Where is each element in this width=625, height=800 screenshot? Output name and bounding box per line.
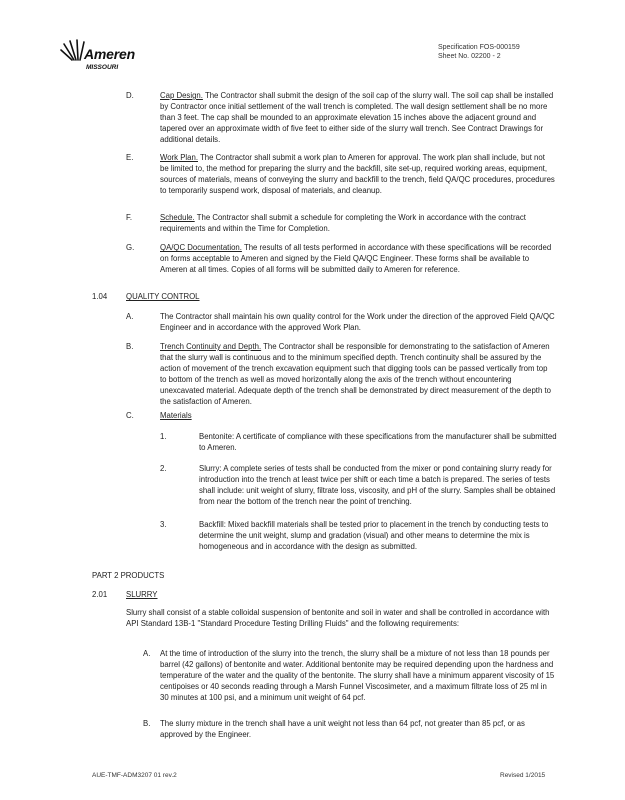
footer-document-id: AUE-TMF-ADM3207 01 rev.2: [92, 772, 177, 779]
item-letter: B.: [143, 719, 151, 728]
item-letter: D.: [126, 91, 134, 100]
slurry-item-a: [160, 648, 557, 703]
section-title: QUALITY CONTROL: [126, 292, 200, 301]
ameren-logo: [60, 38, 180, 78]
item-letter: A.: [126, 312, 134, 321]
slurry-item-b: [160, 718, 557, 740]
spec-number: Specification FOS-000159: [438, 44, 520, 51]
item-schedule: [160, 212, 555, 234]
sheet-number: Sheet No. 02200 - 2: [438, 52, 501, 60]
item-qaqc-documentation: [160, 242, 555, 275]
item-letter: B.: [126, 342, 134, 351]
footer-revision: Revised 1/2015: [500, 772, 546, 779]
item-title: Cap Design.: [160, 91, 203, 100]
item-work-plan: [160, 152, 555, 196]
item-body: The Contractor shall submit the design of the soil cap of the slurry wall. The soil cap shall be installed by Contractor once initial settlement of the wall trench is completed. The wall design settlement shall be no more than 3 feet. The cap shall be mounded to an approximate elevation 15 inches above the adjacent ground and tapered over an approximate width of five feet to either side of the slurry wall trench. See Contract Drawings for additional details.: [160, 91, 554, 144]
company-name: Ameren: [84, 46, 135, 62]
material-number: 1.: [160, 432, 167, 441]
material-backfill: [199, 519, 557, 552]
item-body: The results of all tests performed in accordance with these specifications will be recorded on forms acceptable to Ameren and signed by the Field QA/QC Engineer. These forms shall be available to Ameren at all times. Copies of all forms will be submitted daily to Ameren for reference.: [160, 243, 552, 274]
item-body: The Contractor shall submit a schedule for completing the Work in accordance with the contract requirements and within the Time for Completion.: [160, 213, 526, 233]
material-bentonite: [199, 431, 557, 453]
item-title: Materials: [160, 411, 192, 420]
item-title: Work Plan.: [160, 153, 198, 162]
item-body: At the time of introduction of the slurry into the trench, the slurry shall be a mixture of not less than 18 pounds per barrel (42 gallons) of bentonite and water. Additional bentonite may be required depending upon the hardness and temperature of the water and the quality of the bentonite. The slurry shall have a minimum apparent viscosity of 15 centipoises or 40 seconds reading through a Marsh Funnel Viscosimeter, and a maximum filtrate loss of 25 ml in 30 minutes at 100 psi, and a minimum unit weight of 64 pcf.: [160, 649, 555, 702]
item-quality-control-a: [160, 311, 555, 333]
slurry-intro: [126, 607, 556, 629]
section-title: SLURRY: [126, 590, 158, 599]
material-body: Backfill: Mixed backfill materials shall be tested prior to placement in the trench by conducting tests to determine the unit weight, slump and gradation (visual) and other means to determine the mix is homogeneous and in accordance with the design as submitted.: [199, 520, 549, 551]
item-letter: F.: [126, 213, 133, 222]
material-body: Slurry: A complete series of tests shall be conducted from the mixer or pond containing slurry ready for introduction into the trench at least twice per shift or each time a batch is prepared. The series of tests shall include: unit weight of slurry, filtrate loss, viscosity, and pH of the slurry. Samples shall be obtained from near the bottom of the trench near the point of trenching.: [199, 464, 556, 506]
item-body: The Contractor shall submit a work plan to Ameren for approval. The work plan shall include, but not be limited to, the method for preparing the slurry and the backfill, site set-up, required working areas, equipment, sources of materials, means of conveying the slurry and backfill to the trench, field QA/QC procedures, procedures to temporarily suspend work, disposal of materials, and cleanup.: [160, 153, 555, 195]
item-letter: C.: [126, 411, 134, 420]
material-number: 2.: [160, 464, 167, 473]
material-slurry: [199, 463, 557, 507]
part-title: PART 2 PRODUCTS: [92, 571, 165, 580]
material-body: Bentonite: A certificate of compliance with these specifications from the manufacturer shall be submitted to Ameren.: [199, 432, 557, 452]
spec-header: [438, 44, 520, 61]
item-trench-continuity: [160, 341, 555, 407]
item-body: The Contractor shall maintain his own quality control for the Work under the direction of the approved Field QA/QC Engineer and in accordance with the approved Work Plan.: [160, 312, 555, 332]
item-body: The Contractor shall be responsible for demonstrating to the satisfaction of Ameren that the slurry wall is continuous and to the minimum specified depth. Trench continuity shall be assured by the action of movement of the trench excavation equipment such that digging tools can be passed vertically from top to bottom of the trench as well as moved horizontally along the axis of the trench without encountering unexcavated material. Adequate depth of the trench shall be demonstrated by direct measurement of the depth to the satisfaction of Ameren.: [160, 342, 551, 406]
item-cap-design: [160, 90, 555, 145]
slurry-intro-text: Slurry shall consist of a stable colloidal suspension of bentonite and soil in water and shall be controlled in accordance with API Standard 13B-1 "Standard Procedure Testing Drilling Fluids" and the following requirements:: [126, 608, 550, 628]
item-title: Schedule.: [160, 213, 195, 222]
company-subtitle: MISSOURI: [86, 64, 119, 71]
item-body: The slurry mixture in the trench shall have a unit weight not less than 64 pcf, not greater than 85 pcf, or as approved by the Engineer.: [160, 719, 525, 739]
item-letter: A.: [143, 649, 151, 658]
item-letter: G.: [126, 243, 135, 252]
item-title: QA/QC Documentation.: [160, 243, 242, 252]
item-title: Trench Continuity and Depth.: [160, 342, 262, 351]
material-number: 3.: [160, 520, 167, 529]
section-number: 2.01: [92, 590, 108, 599]
item-letter: E.: [126, 153, 134, 162]
section-number: 1.04: [92, 292, 108, 301]
